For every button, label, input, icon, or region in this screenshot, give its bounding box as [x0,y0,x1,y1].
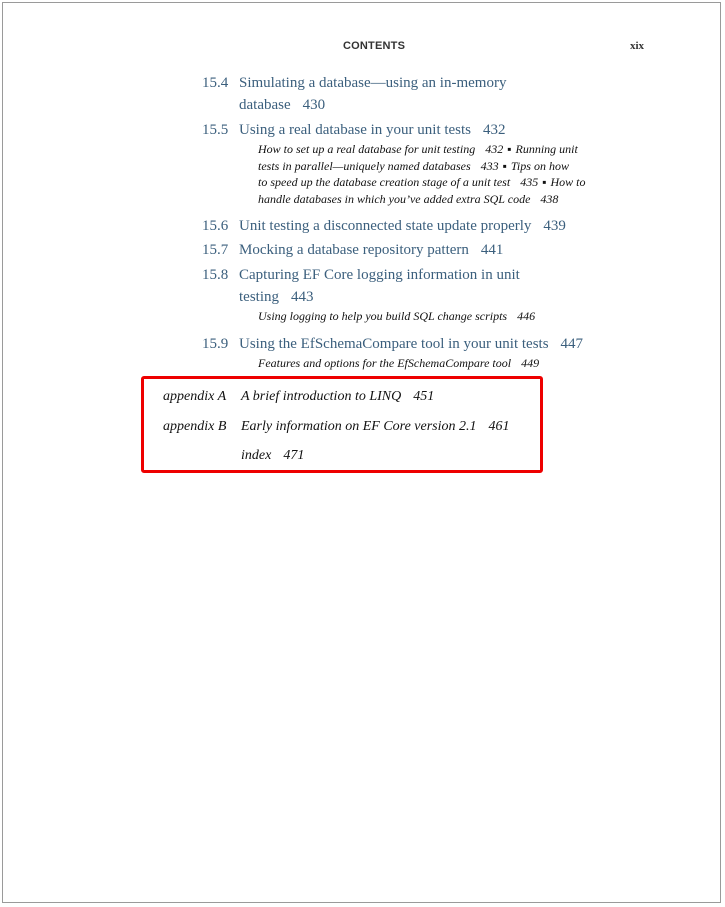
section-title: Capturing EF Core logging information in unit [239,267,520,283]
section-number: 15.5 [202,122,229,138]
appendix-a-entry[interactable]: A brief introduction to LINQ 451 [241,389,435,404]
page-ref: 451 [413,389,435,404]
page-ref: 441 [480,242,504,258]
page-ref: 443 [291,289,314,305]
section-title: Unit testing a disconnected state update properly 439 [239,218,566,234]
subtopic-line[interactable]: to speed up the database creation stage of a unit test 435 ▪ How to [258,175,586,189]
subtopic-line[interactable]: tests in parallel—uniquely named databases 433 ▪ Tips on how [258,159,569,173]
section-number: 15.9 [202,336,229,352]
section-number: 15.7 [202,242,229,258]
section-number: 15.6 [202,218,229,234]
bullet-separator: ▪ [507,142,512,156]
appendix-b-label: appendix B [163,419,227,434]
running-head: CONTENTS [343,40,406,52]
appendix-a-label: appendix A [163,389,227,404]
index-entry[interactable]: index 471 [241,448,305,463]
section-number: 15.8 [202,267,229,283]
page-ref: 471 [283,448,305,463]
page-ref: 447 [560,336,584,352]
page-ref: 461 [488,419,510,434]
section-title-cont: database 430 [239,97,326,113]
section-title: Mocking a database repository pattern 441 [239,242,504,258]
page-ref: 430 [302,97,326,113]
subtopic-line[interactable]: Features and options for the EfSchemaCompare tool 449 [258,356,540,370]
subtopic-line[interactable]: handle databases in which you’ve added extra SQL code 438 [258,192,559,206]
subtopic-line[interactable]: Using logging to help you build SQL change scripts 446 [258,309,536,323]
section-title-cont: testing 443 [239,289,314,305]
appendix-b-entry[interactable]: Early information on EF Core version 2.1 461 [241,419,510,434]
section-number: 15.4 [202,75,229,91]
subtopic-line[interactable]: How to set up a real database for unit testing 432 ▪ Running unit [258,142,578,156]
bullet-separator: ▪ [542,175,547,189]
page-number: xix [630,40,645,52]
section-title: Using a real database in your unit tests 432 [239,122,506,138]
page [2,2,721,903]
page-ref: 439 [543,218,566,234]
section-title: Simulating a database—using an in-memory [239,75,507,91]
bullet-separator: ▪ [502,159,507,173]
page-ref: 432 [483,122,506,138]
section-title: Using the EfSchemaCompare tool in your unit tests 447 [239,336,584,352]
